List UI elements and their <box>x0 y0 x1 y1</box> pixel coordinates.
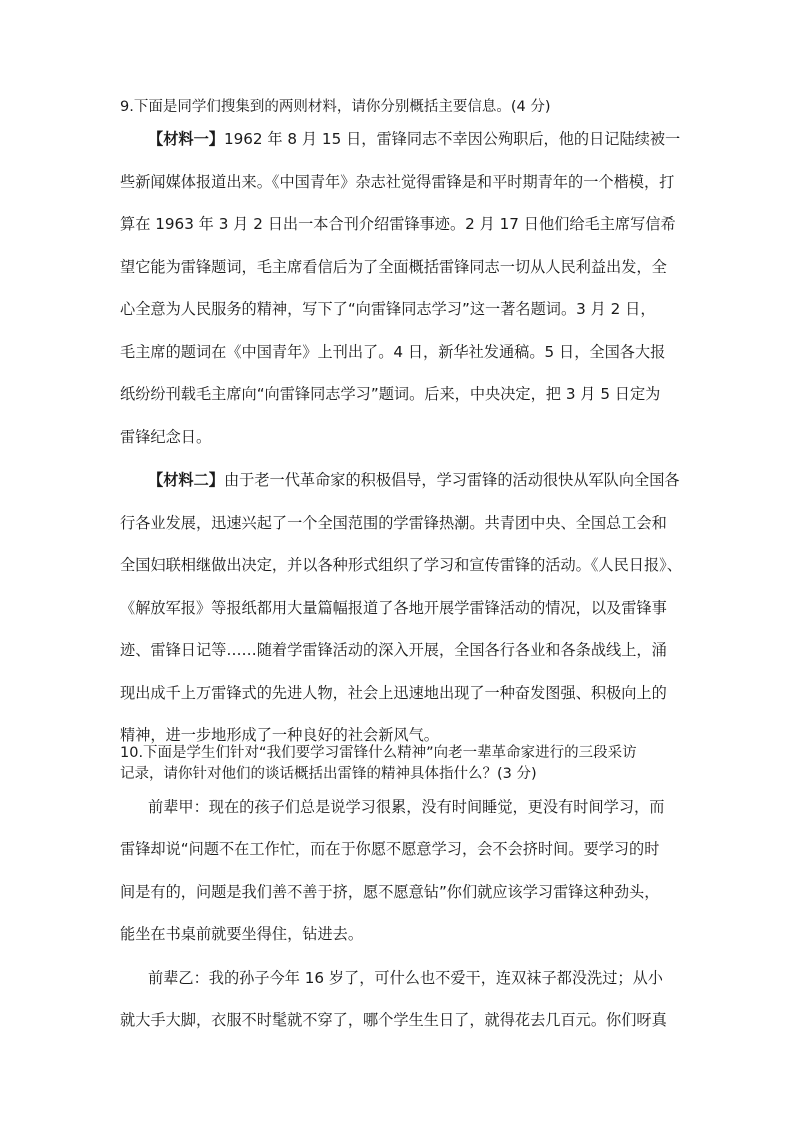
question-10-title: 记录，请你针对他们的谈话概括出雷锋的精神具体指什么？(3 分) <box>120 766 537 782</box>
elder-b-line: 前辈乙：我的孙子今年 16 岁了，可什么也不爱干，连双袜子都没洗过；从小 <box>148 969 663 987</box>
material-1-tag: 【材料一】 <box>148 130 224 148</box>
elder-a-line: 前辈甲：现在的孩子们总是说学习很累，没有时间睡觉，更没有时间学习，而 <box>148 798 665 816</box>
elder-a-line: 能坐在书桌前就要坐得住，钻进去。 <box>120 925 363 943</box>
material-1-line: 心全意为人民服务的精神，写下了“向雷锋同志学习”这一著名题词。3 月 2 日， <box>120 300 656 318</box>
material-1-line: 【材料一】1962 年 8 月 15 日，雷锋同志不幸因公殉职后，他的日记陆续被一 <box>148 130 681 148</box>
elder-a-line: 雷锋却说“问题不在工作忙，而在于你愿不愿意学习，会不会挤时间。要学习的时 <box>120 840 660 858</box>
material-2-tag: 【材料二】 <box>148 471 224 489</box>
question-10-title: 10.下面是学生们针对“我们要学习雷锋什么精神”向老一辈革命家进行的三段采访 <box>120 745 637 761</box>
elder-a-line: 间是有的，问题是我们善不善于挤，愿不愿意钻”你们就应该学习雷锋这种劲头， <box>120 883 660 901</box>
material-2-line: 全国妇联相继做出决定，并以各种形式组织了学习和宣传雷锋的活动。《人民日报》、 <box>120 556 682 574</box>
material-2-line: 【材料二】由于老一代革命家的积极倡导，学习雷锋的活动很快从军队向全国各 <box>148 471 680 489</box>
material-1-line: 雷锋纪念日。 <box>120 428 212 446</box>
material-1-line: 毛主席的题词在《中国青年》上刊出了。4 日，新华社发通稿。5 日，全国各大报 <box>120 343 666 361</box>
material-1-line: 纸纷纷刊载毛主席向“向雷锋同志学习”题词。后来，中央决定，把 3 月 5 日定为 <box>120 385 661 403</box>
material-2-line: 《解放军报》等报纸都用大量篇幅报道了各地开展学雷锋活动的情况，以及雷锋事 <box>120 599 667 617</box>
material-1-line: 些新闻媒体报道出来。《中国青年》杂志社觉得雷锋是和平时期青年的一个楷模，打 <box>120 173 675 191</box>
material-2-line: 精神，进一步地形成了一种良好的社会新风气。 <box>120 726 439 744</box>
material-1-line: 望它能为雷锋题词，毛主席看信后为了全面概括雷锋同志一切从人民利益出发，全 <box>120 258 667 276</box>
question-9-title: 9.下面是同学们搜集到的两则材料，请你分别概括主要信息。(4 分) <box>120 99 551 115</box>
material-2-line: 行各业发展，迅速兴起了一个全国范围的学雷锋热潮。共青团中央、全国总工会和 <box>120 514 667 532</box>
material-2-line: 现出成千上万雷锋式的先进人物，社会上迅速地出现了一种奋发图强、积极向上的 <box>120 684 667 702</box>
material-2-line: 迹、雷锋日记等……随着学雷锋活动的深入开展，全国各行各业和各条战线上，涌 <box>120 641 667 659</box>
material-1-line: 算在 1963 年 3 月 2 日出一本合刊介绍雷锋事迹。2 月 17 日他们给毛主席写信希 <box>120 215 676 233</box>
elder-b-line: 就大手大脚，衣服不时髦就不穿了，哪个学生生日了，就得花去几百元。你们呀真 <box>120 1011 667 1029</box>
